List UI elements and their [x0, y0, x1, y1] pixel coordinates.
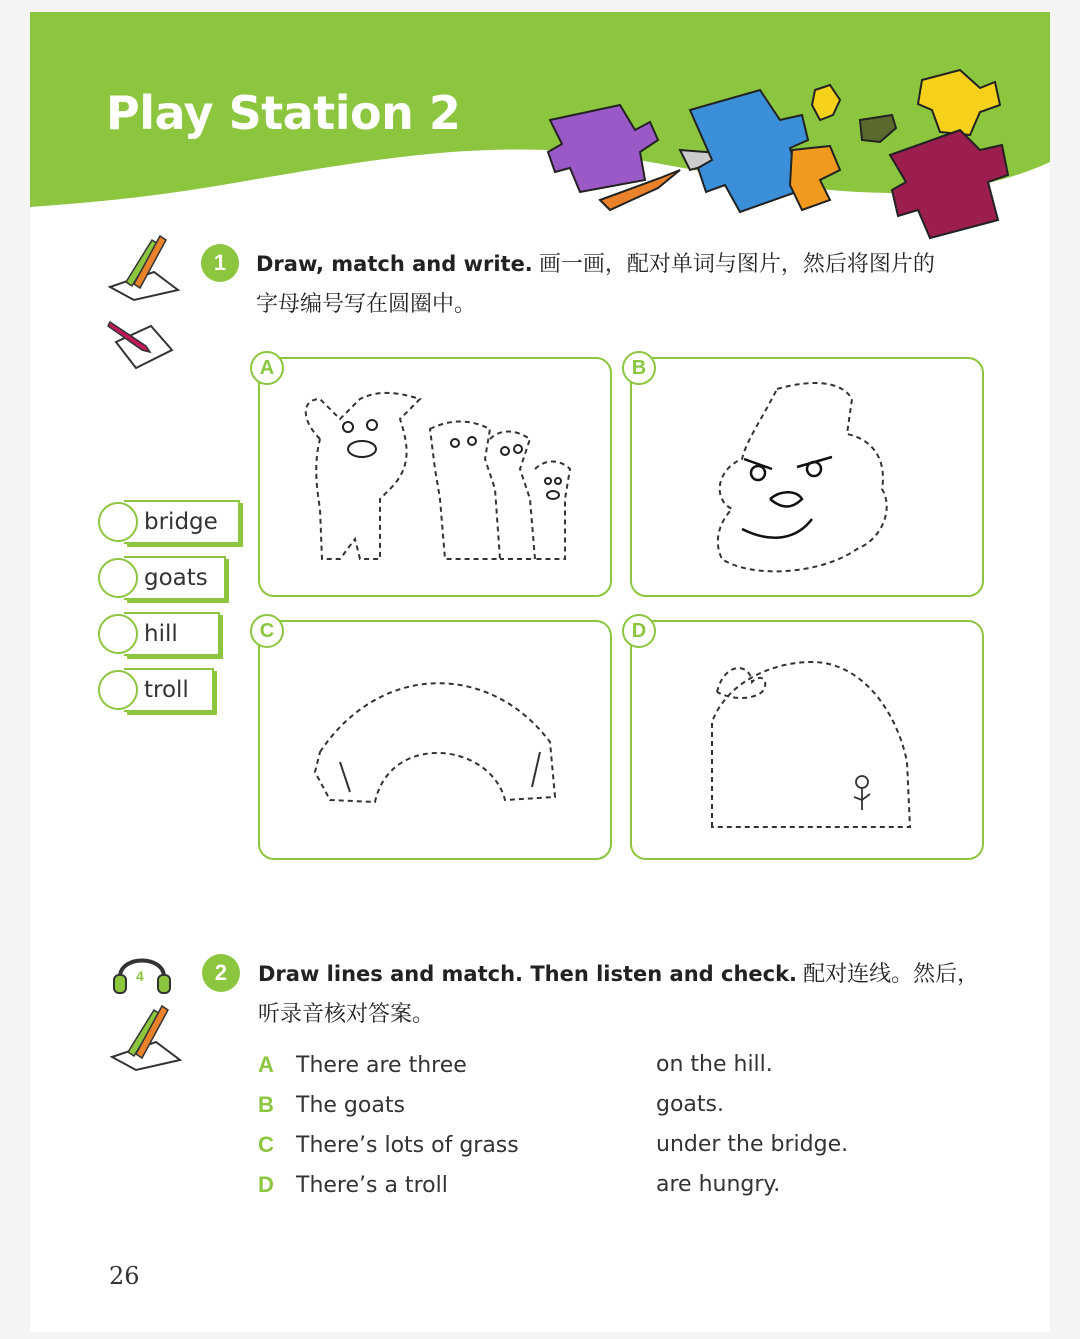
answer-circle[interactable] — [98, 670, 138, 710]
troll-drawing — [632, 359, 982, 595]
track-number: 4 — [136, 968, 144, 984]
sentence-end-1[interactable]: on the hill. — [656, 1052, 773, 1077]
answer-circle[interactable] — [98, 614, 138, 654]
exercise-2-instruction — [258, 954, 998, 1034]
pen-paper-icon — [106, 312, 176, 372]
sentence-start-c[interactable] — [258, 1132, 519, 1158]
sentence-end-3[interactable]: under the bridge. — [656, 1132, 849, 1157]
answer-circle[interactable] — [98, 558, 138, 598]
exercise-1-instruction — [256, 244, 996, 324]
exercise-2-instruction-en: Draw lines and match. Then listen and check. — [258, 962, 798, 986]
picture-panel-b — [630, 357, 984, 597]
exercise-1-instruction-en: Draw, match and write. — [256, 252, 533, 276]
sentence-start-b[interactable] — [258, 1092, 405, 1118]
sentence-letter: B — [258, 1092, 274, 1117]
panel-a-label: A — [250, 351, 284, 385]
picture-panel-c — [258, 620, 612, 860]
exercise-2-number: 2 — [202, 954, 240, 992]
sentence-end-4[interactable]: are hungry. — [656, 1172, 781, 1197]
picture-panel-d — [630, 620, 984, 860]
puzzle-pieces-illustration — [540, 60, 1020, 240]
pencil-writing-icon — [106, 1002, 186, 1072]
word-label: goats — [124, 556, 226, 600]
answer-circle[interactable] — [98, 502, 138, 542]
exercise-1-instruction-cn-2: 字母编号写在圆圈中。 — [256, 291, 477, 316]
pencil-writing-icon — [104, 232, 184, 302]
sentence-letter: C — [258, 1132, 274, 1157]
sentence-start-d[interactable] — [258, 1172, 448, 1198]
hill-drawing — [632, 622, 982, 858]
sentence-text: The goats — [296, 1093, 405, 1118]
exercise-2-instruction-cn-2: 听录音核对答案。 — [258, 1001, 435, 1026]
sentence-letter: A — [258, 1052, 274, 1077]
exercise-1-number: 1 — [201, 244, 239, 282]
panel-d-label: D — [622, 614, 656, 648]
sentence-text: There’s lots of grass — [296, 1133, 519, 1158]
panel-b-label: B — [622, 351, 656, 385]
page-title: Play Station 2 — [106, 86, 461, 140]
picture-panel-a — [258, 357, 612, 597]
sentence-text: There are three — [296, 1053, 467, 1078]
workbook-page — [30, 12, 1050, 1332]
word-label: bridge — [124, 500, 240, 544]
sentence-start-a[interactable] — [258, 1052, 467, 1078]
word-label: troll — [124, 668, 214, 712]
sentence-letter: D — [258, 1172, 274, 1197]
panel-c-label: C — [250, 614, 284, 648]
sentence-end-2[interactable]: goats. — [656, 1092, 724, 1117]
exercise-1-instruction-cn-1: 画一画，配对单词与图片，然后将图片的 — [538, 251, 935, 276]
exercise-2-instruction-cn-1: 配对连线。然后， — [803, 961, 980, 986]
goats-drawing — [260, 359, 610, 595]
sentence-text: There’s a troll — [296, 1173, 448, 1198]
headphones-icon[interactable] — [112, 947, 172, 997]
page-number: 26 — [109, 1262, 140, 1290]
bridge-drawing — [260, 622, 610, 858]
word-label: hill — [124, 612, 220, 656]
